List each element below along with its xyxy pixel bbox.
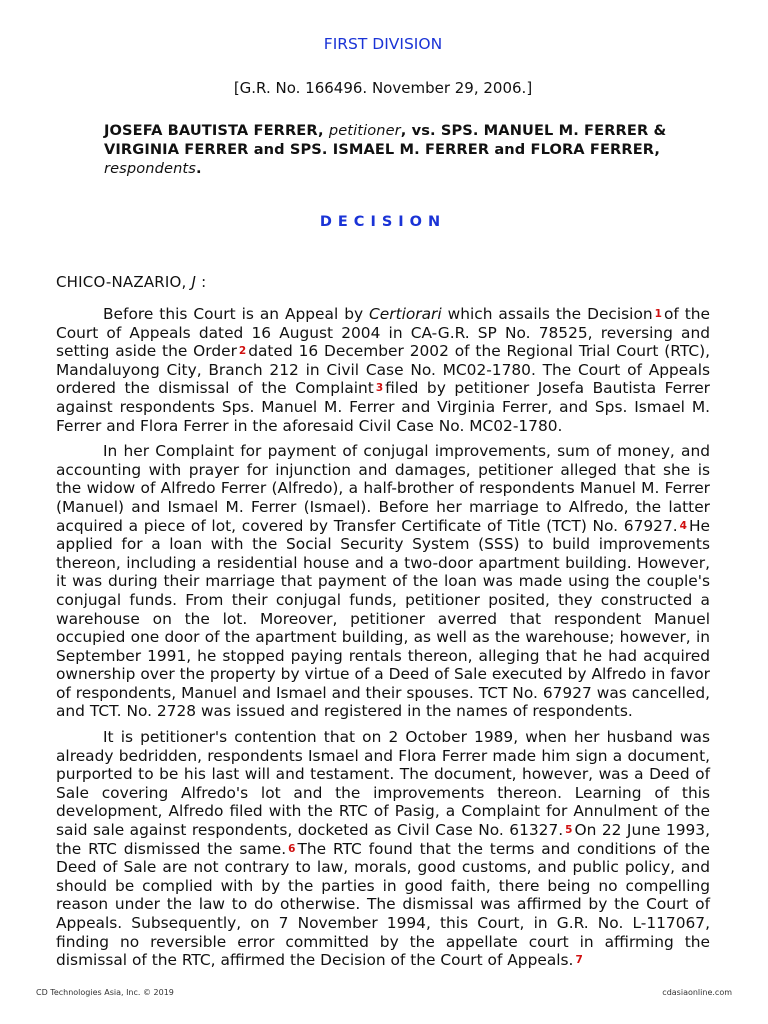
footnote-link-6[interactable]: 6	[288, 842, 296, 855]
footnote-link-7[interactable]: 7	[575, 954, 583, 967]
p2-text-b: He applied for a loan with the Social Security System (SSS) to build improvements thereon, including a residential house and a two-door apartment building. However, it was during their marriage that payment of the loan was made using the couple's conjugal funds. From their conjugal funds, petitioner posited, they constructed a warehouse on the lot. Moreover, petitioner averred that respondent Manuel occupied one door of the apartment building, as well as the warehouse; however, in September 1991, he stopped paying rentals thereon, alleging that he had acquired ownership over the property by virtue of a Deed of Sale executed by Alfredo in favor of respondents, Manuel and Ismael and their spouses. TCT No. 67927 was cancelled, and TCT. No. 2728 was issued and registered in the names of respondents.	[56, 516, 710, 721]
case-parties	[104, 121, 676, 178]
paragraph-2	[56, 442, 710, 721]
respondents-role: respondents	[104, 160, 196, 177]
p1-text-b: which assails the Decision	[441, 305, 653, 323]
petitioner-role: petitioner	[328, 122, 401, 139]
p3-text-c: The RTC found that the terms and conditions of the Deed of Sale are not contrary to law, morals, good customs, and public policy, and should be complied with by the parties in good faith, there being no compelling reason under the law to do otherwise. The dismissal was affirmed by the Court of Appeals. Subsequently, on 7 November 1994, this Court, in G.R. No. L-117067, finding no reversible error committed by the appellate court in affirming the dismissal of the RTC, affirmed the Decision of the Court of Appeals.	[56, 839, 710, 970]
respondents-names: . SPS. MANUEL M. FERRER & VIRGINIA FERRER and SPS. ISMAEL M. FERRER and FLORA FERRER,	[104, 122, 667, 158]
footnote-link-4[interactable]: 4	[679, 519, 687, 532]
p1-text-d: dated 16 December 2002 of the Regional Trial Court (RTC), Mandaluyong City, Branch 212 in Civil Case No. MC02-1780. The Court of Appeals ordered the dismissal of the Complaint	[56, 342, 710, 398]
p3-text-a: It is petitioner's contention that on 2 October 1989, when her husband was already bedridden, respondents Ismael and Flora Ferrer made him sign a document, purported to be his last will and testament. The document, however, was a Deed of Sale covering Alfredo's lot and the improvements thereon. Learning of this development, Alfredo filed with the RTC of Pasig, a Complaint for Annulment of the said sale against respondents, docketed as Civil Case No. 61327.	[56, 728, 710, 840]
footer-copyright: CD Technologies Asia, Inc. © 2019	[36, 988, 174, 997]
petitioner-name: JOSEFA BAUTISTA FERRER,	[104, 122, 324, 139]
p3-text-b: On 22 June 1993, the RTC dismissed the same.	[56, 821, 710, 858]
footnote-link-2[interactable]: 2	[238, 345, 247, 358]
decision-title: DECISION	[319, 214, 447, 230]
division-heading: FIRST DIVISION	[323, 35, 443, 53]
p2-text-a: In her Complaint for payment of conjugal improvements, sum of money, and accounting with prayer for injunction and damages, petitioner alleged that she is the widow of Alfredo Ferrer (Alfredo), a half-brother of respondents Manuel M. Ferrer (Manuel) and Ismael M. Ferrer (Ismael). Before her marriage to Alfredo, the latter acquired a piece of lot, covered by Transfer Certificate of Title (TCT) No. 67927.	[56, 442, 710, 535]
paragraph-3	[56, 728, 710, 970]
footnote-link-1[interactable]: 1	[654, 308, 662, 320]
footnote-link-3[interactable]: 3	[375, 382, 384, 395]
p1-text-a: Before this Court is an Appeal by	[103, 305, 370, 323]
p1-text-e: filed by petitioner Josefa Bautista Ferrer against respondents Sps. Manuel M. Ferrer and Virginia Ferrer, and Sps. Ismael M. Ferrer and Flora Ferrer in the aforesaid Civil Case No. MC02-1780.	[56, 379, 710, 435]
footer-site: cdasiaonline.com	[662, 988, 732, 997]
case-number: [G.R. No. 166496. November 29, 2006.]	[233, 79, 533, 97]
ponente	[56, 273, 206, 291]
vs-prefix: , vs	[400, 122, 431, 139]
p1-italic: Certiorari	[369, 305, 442, 323]
p1-text-c: of the Court of Appeals dated 16 August 2004 in CA-G.R. SP No. 78525, reversing and setting aside the Order	[56, 305, 710, 361]
ponente-name: CHICO-NAZARIO,	[56, 273, 187, 291]
parties-end: .	[195, 160, 202, 177]
ponente-suffix: J	[191, 273, 197, 291]
paragraph-1	[56, 305, 710, 435]
footnote-link-5[interactable]: 5	[565, 824, 573, 837]
ponente-colon: :	[201, 273, 207, 291]
decision-body	[56, 305, 710, 977]
